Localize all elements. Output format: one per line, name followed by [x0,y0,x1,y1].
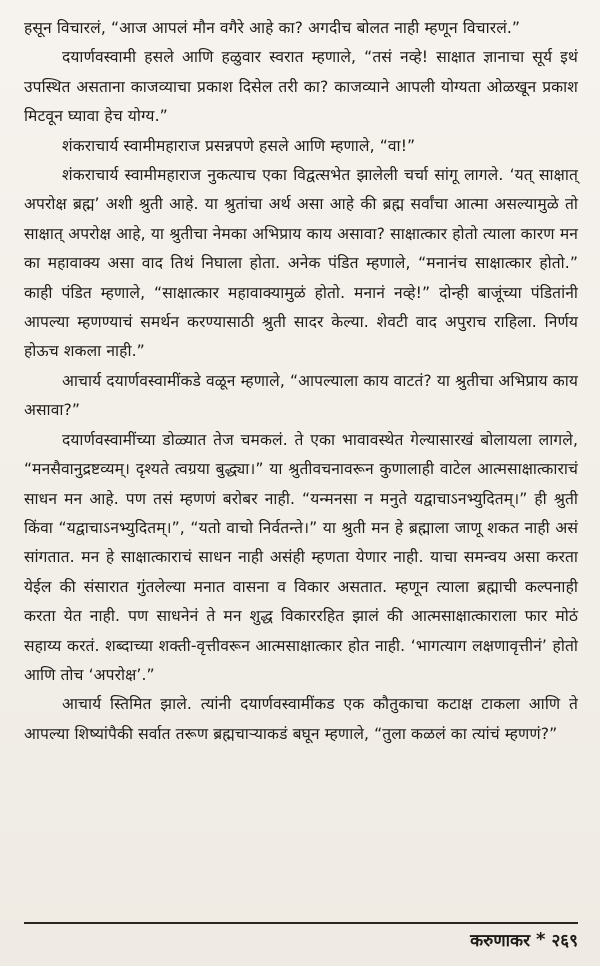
paragraph: आचार्य स्तिमित झाले. त्यांनी दयार्णवस्वामींकड एक कौतुकाचा कटाक्ष टाकला आणि ते आपल्या शिष्यांपैकी सर्वात तरूण ब्रह्मचाऱ्याकडं बघून म्हणाले, “तुला कळलं का त्यांचं म्हणणं?” [24,695,578,743]
body-text [24,14,578,749]
page-number: २६९ [551,931,578,951]
book-title: करुणाकर [470,931,531,951]
star-separator-icon: * [536,929,546,950]
paragraph: आचार्य दयार्णवस्वामींकडे वळून म्हणाले, “आपल्याला काय वाटतं? या श्रुतीचा अभिप्राय काय असावा?” [24,371,578,420]
paragraph: शंकराचार्य स्वामीमहाराज प्रसन्नपणे हसले आणि म्हणाले, “वा!” [62,136,416,155]
paragraph: शंकराचार्य स्वामीमहाराज नुकत्याच एका विद्वत्सभेत झालेली चर्चा सांगू लागले. ‘यत् साक्षात् अपरोक्ष ब्रह्म’ अशी श्रुती आहे. या श्रुतांचा अर्थ असा आहे की ब्रह्म सर्वांचा आत्मा असल्यामुळे तो साक्षात् अपरोक्ष आहे, या श्रुतीचा नेमका अभिप्राय काय असावा? साक्षात्कार होतो त्याला कारण मन का महावाक्य असा वाद तिथं निघाला होता. अनेक पंडित म्हणाले, “मनानंच साक्षात्कार होतो.” काही पंडित म्हणाले, “साक्षात्कार महावाक्यामुळं होतो. मनानं नव्हे!” दोन्ही बाजूंच्या पंडितांनी आपल्या म्हणण्याचं समर्थन करण्यासाठी श्रुती सादर केल्या. शेवटी वाद अपुराच राहिला. निर्णय होऊच शकला नाही.” [24,166,578,361]
paragraph: दयार्णवस्वामींच्या डोळ्यात तेज चमकलं. ते एका भावावस्थेत गेल्यासारखं बोलायला लागले, “मनसैवानुद्रष्टव्यम्। दृश्यते त्वग्रया बुद्ध्या।” या श्रुतीवचनावरून कुणालाही वाटेल आत्मसाक्षात्काराचं साधन मन आहे. पण तसं म्हणणं बरोबर नाही. “यन्मनसा न मनुते यद्वाचाऽनभ्युदितम्।” ही श्रुती किंवा “यद्वाचाऽनभ्युदितम्।”, “यतो वाचो निर्वतन्ते।” या श्रुती मन हे ब्रह्माला जाणू शकत नाही असं सांगतात. मन हे साक्षात्काराचं साधन नाही असंही म्हणता येणार नाही. याचा समन्वय असा करता येईल की संसारात गुंतलेल्या मनात वासना व विकार असतात. म्हणून त्याला ब्रह्माची कल्पनाही करता येत नाही. पण साधनेनं ते मन शुद्ध विकाररहित झालं की आत्मसाक्षात्काराला फार मोठं सहाय्य करतं. शब्दाच्या शक्ती-वृत्तीवरून आत्मसाक्षात्कार होत नाही. ‘भागत्याग लक्षणावृत्तीनं’ होतो आणि तोच ‘अपरोक्ष’.” [24,430,578,684]
page-footer [470,928,578,951]
paragraph: हसून विचारलं, “आज आपलं मौन वगैरे आहे का? अगदीच बोलत नाही म्हणून विचारलं.” [24,19,521,37]
footer-divider [24,922,578,924]
paragraph: दयार्णवस्वामी हसले आणि हळुवार स्वरात म्हणाले, “तसं नव्हे! साक्षात ज्ञानाचा सूर्य इथं उपस्थित असताना काजव्याचा प्रकाश दिसेल तरी का? काजव्याने आपली योग्यता ओळखून प्रकाश मिटवून घ्यावा हेच योग्य.” [24,48,578,126]
